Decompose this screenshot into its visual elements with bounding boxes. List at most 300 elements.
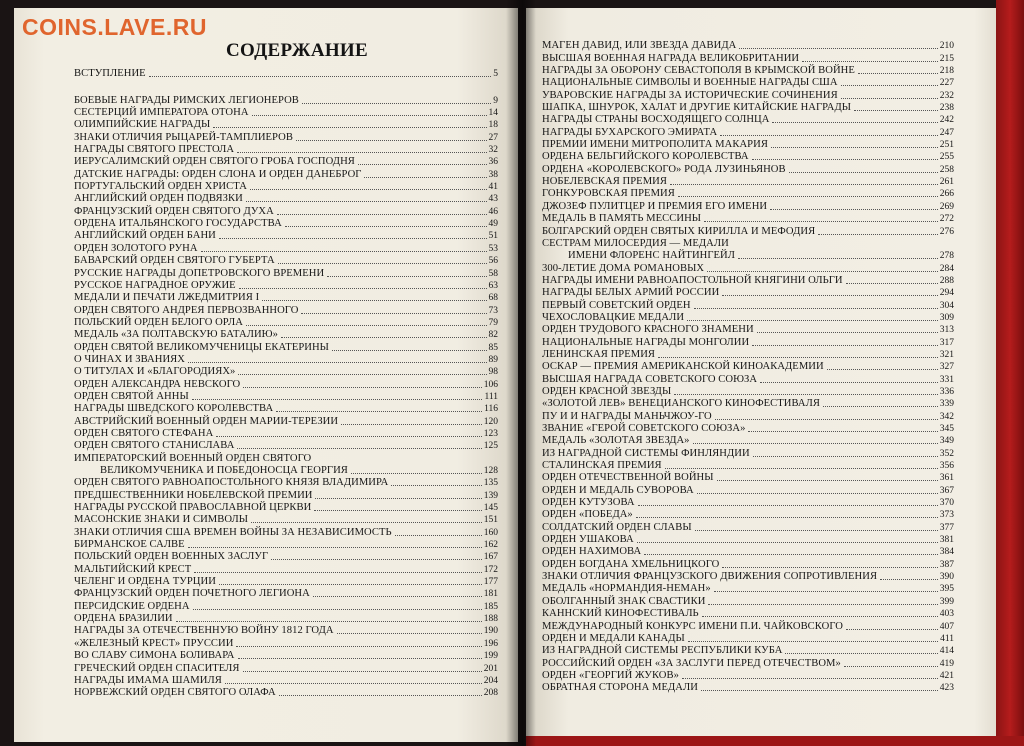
dot-leader <box>193 609 482 610</box>
toc-entry-page: 421 <box>939 670 954 681</box>
toc-entry <box>542 546 954 558</box>
toc-entry <box>542 398 954 410</box>
toc-entry-title: УВАРОВСКИЕ НАГРАДЫ ЗА ИСТОРИЧЕСКИЕ СОЧИНЕНИЯ <box>542 89 838 101</box>
toc-entry-title: СТАЛИНСКАЯ ПРЕМИЯ <box>542 460 662 472</box>
toc-entry-title: ОРДЕН ТРУДОВОГО КРАСНОГО ЗНАМЕНИ <box>542 324 754 336</box>
dot-leader <box>188 362 487 363</box>
toc-entry <box>74 366 498 378</box>
toc-entry-title: ПУ И И НАГРАДЫ МАНЬЧЖОУ-ГО <box>542 410 712 422</box>
toc-entry <box>542 225 954 237</box>
dot-leader <box>238 658 482 659</box>
toc-entry-page: 56 <box>488 256 498 267</box>
dot-leader <box>665 468 938 469</box>
toc-entry <box>74 107 498 119</box>
toc-entry <box>74 428 498 440</box>
dot-leader <box>250 189 487 190</box>
toc-entry-title: НОРВЕЖСКИЙ ОРДЕН СВЯТОГО ОЛАФА <box>74 687 276 699</box>
toc-entry <box>74 415 498 427</box>
toc-entry-page: 232 <box>939 90 954 101</box>
toc-entry-title: ЧЕЛЕНГ И ОРДЕНА ТУРЦИИ <box>74 576 216 588</box>
toc-entry-title: ФРАНЦУЗСКИЙ ОРДЕН ПОЧЕТНОГО ЛЕГИОНА <box>74 588 310 600</box>
toc-entry <box>74 588 498 600</box>
toc-entry-title: ВЫСШАЯ ВОЕННАЯ НАГРАДА ВЕЛИКОБРИТАНИИ <box>542 52 800 64</box>
toc-entry <box>74 267 498 279</box>
toc-entry-title: «ЖЕЛЕЗНЫЙ КРЕСТ» ПРУССИИ <box>74 637 234 649</box>
dot-leader <box>644 554 938 555</box>
dot-leader <box>246 325 487 326</box>
dot-leader <box>251 522 482 523</box>
dot-leader <box>760 382 938 383</box>
toc-entry-title: ОРДЕН НАХИМОВА <box>542 546 642 558</box>
toc-entry <box>542 497 954 509</box>
dot-leader <box>225 683 482 684</box>
toc-entry <box>74 391 498 403</box>
toc-entry-page: 9 <box>493 95 498 106</box>
toc-entry <box>542 238 954 250</box>
toc-entry-title: ЧЕХОСЛОВАЦКИЕ МЕДАЛИ <box>542 311 685 323</box>
toc-entry-title: БОЛГАРСКИЙ ОРДЕН СВЯТЫХ КИРИЛЛА И МЕФОДИЯ <box>542 225 816 237</box>
toc-entry-title: ПЕРСИДСКИЕ ОРДЕНА <box>74 600 190 612</box>
toc-entry <box>542 65 954 77</box>
toc-entry <box>74 440 498 452</box>
dot-leader <box>149 76 492 77</box>
toc-entry-title: ОРДЕН «ПОБЕДА» <box>542 509 633 521</box>
dot-leader <box>722 295 937 296</box>
toc-entry <box>74 662 498 674</box>
toc-entry <box>74 403 498 415</box>
toc-entry-page: 387 <box>939 559 954 570</box>
toc-entry-page: 288 <box>939 275 954 286</box>
toc-entry-page: 215 <box>939 53 954 64</box>
dot-leader <box>752 159 938 160</box>
toc-entry-page: 384 <box>939 547 954 558</box>
dot-leader <box>702 616 938 617</box>
toc-entry-page: 36 <box>488 157 498 168</box>
toc-entry-title: ПЕРВЫЙ СОВЕТСКИЙ ОРДЕН <box>542 299 691 311</box>
toc-entry-title: АВСТРИЙСКИЙ ВОЕННЫЙ ОРДЕН МАРИИ-ТЕРЕЗИИ <box>74 415 339 427</box>
dot-leader <box>823 406 938 407</box>
dot-leader <box>694 308 938 309</box>
dot-leader <box>192 399 483 400</box>
toc-entry-page: 27 <box>488 132 498 143</box>
toc-entry-page: 317 <box>939 337 954 348</box>
toc-entry <box>542 521 954 533</box>
toc-entry-page: 258 <box>939 164 954 175</box>
dot-leader <box>246 201 487 202</box>
toc-entry-title: ОБОЛГАННЫЙ ЗНАК СВАСТИКИ <box>542 595 706 607</box>
toc-entry-page: 272 <box>939 214 954 225</box>
toc-entry <box>542 200 954 212</box>
toc-entry <box>74 551 498 563</box>
toc-entry-title: ОРДЕН СВЯТОЙ ВЕЛИКОМУЧЕНИЦЫ ЕКАТЕРИНЫ <box>74 341 329 353</box>
toc-entry-page: 238 <box>939 103 954 114</box>
toc-entry-page: 201 <box>483 663 498 674</box>
toc-entry <box>542 349 954 361</box>
dot-leader <box>285 226 487 227</box>
toc-entry-title: НАГРАДЫ СВЯТОГО ПРЕСТОЛА <box>74 144 235 156</box>
toc-entry <box>74 119 498 131</box>
toc-entry-title: ОРДЕН АЛЕКСАНДРА НЕВСКОГО <box>74 378 241 390</box>
dot-leader <box>701 690 938 691</box>
toc-entry-title: АНГЛИЙСКИЙ ОРДЕН ПОДВЯЗКИ <box>74 193 243 205</box>
dot-leader <box>670 184 938 185</box>
toc-entry <box>74 625 498 637</box>
toc-entry <box>74 317 498 329</box>
dot-leader <box>697 493 938 494</box>
dot-leader <box>213 127 486 128</box>
dot-leader <box>358 164 487 165</box>
toc-entry-page: 349 <box>939 436 954 447</box>
toc-entry-title: ПОЛЬСКИЙ ОРДЕН ВОЕННЫХ ЗАСЛУГ <box>74 551 269 563</box>
toc-entry-page: 399 <box>939 596 954 607</box>
dot-leader <box>237 152 486 153</box>
toc-entry <box>542 102 954 114</box>
toc-entry <box>542 151 954 163</box>
toc-entry <box>542 460 954 472</box>
dot-leader <box>846 629 938 630</box>
toc-entry <box>542 336 954 348</box>
toc-entry-title: НАЦИОНАЛЬНЫЕ СИМВОЛЫ И ВОЕННЫЕ НАГРАДЫ США <box>542 77 838 89</box>
toc-entry-title: ОРДЕН И МЕДАЛИ КАНАДЫ <box>542 632 685 644</box>
toc-entry <box>542 250 954 262</box>
toc-entry-title: РОССИЙСКИЙ ОРДЕН «ЗА ЗАСЛУГИ ПЕРЕД ОТЕЧЕСТВОМ» <box>542 657 841 669</box>
toc-entry <box>542 620 954 632</box>
toc-list-right <box>542 40 954 694</box>
toc-entry-title: О ЧИНАХ И ЗВАНИЯХ <box>74 353 185 365</box>
toc-entry-title: ОРДЕНА БЕЛЬГИЙСКОГО КОРОЛЕВСТВА <box>542 151 749 163</box>
toc-entry-title: НАГРАДЫ ЗА ОБОРОНУ СЕВАСТОПОЛЯ В КРЫМСКОЙ ВОЙНЕ <box>542 65 855 77</box>
dot-leader <box>846 283 938 284</box>
toc-entry <box>74 600 498 612</box>
toc-entry-title: ИЕРУСАЛИМСКИЙ ОРДЕН СВЯТОГО ГРОБА ГОСПОДНЯ <box>74 156 355 168</box>
dot-leader <box>262 300 486 301</box>
toc-entry <box>74 687 498 699</box>
dot-leader <box>237 448 481 449</box>
toc-entry-page: 68 <box>488 293 498 304</box>
toc-entry-page: 160 <box>483 527 498 538</box>
toc-entry-page: 339 <box>939 399 954 410</box>
dot-leader <box>315 498 481 499</box>
toc-entry-page: 177 <box>483 577 498 588</box>
dot-leader <box>674 394 938 395</box>
toc-entry-page: 261 <box>939 177 954 188</box>
toc-entry <box>542 386 954 398</box>
toc-entry-title: ОРДЕН И МЕДАЛЬ СУВОРОВА <box>542 484 694 496</box>
dot-leader <box>219 584 482 585</box>
toc-entry <box>74 650 498 662</box>
dot-leader <box>757 332 938 333</box>
toc-entry-title: РУССКИЕ НАГРАДЫ ДОПЕТРОВСКОГО ВРЕМЕНИ <box>74 267 325 279</box>
toc-entry-page: 151 <box>483 515 498 526</box>
dot-leader <box>332 350 487 351</box>
toc-entry <box>74 280 498 292</box>
toc-entry-title: «ЗОЛОТОЙ ЛЕВ» ВЕНЕЦИАНСКОГО КИНОФЕСТИВАЛЯ <box>542 398 820 410</box>
toc-entry <box>542 114 954 126</box>
toc-entry-title: ИЗ НАГРАДНОЙ СИСТЕМЫ РЕСПУБЛИКИ КУБА <box>542 645 783 657</box>
toc-entry-page: 403 <box>939 609 954 620</box>
toc-entry <box>542 410 954 422</box>
toc-entry-page: 32 <box>488 145 498 156</box>
dot-leader <box>201 251 487 252</box>
dot-leader <box>314 510 481 511</box>
toc-entry-title: ДЖОЗЕФ ПУЛИТЦЕР И ПРЕМИЯ ЕГО ИМЕНИ <box>542 200 768 212</box>
toc-entry <box>74 613 498 625</box>
toc-entry-title: СЕСТЕРЦИЙ ИМПЕРАТОРА ОТОНА <box>74 107 249 119</box>
dot-leader <box>278 263 487 264</box>
dot-leader <box>738 258 938 259</box>
toc-entry-page: 352 <box>939 448 954 459</box>
toc-entry-title: ОРДЕН СВЯТОЙ АННЫ <box>74 390 189 402</box>
toc-entry <box>74 637 498 649</box>
toc-entry <box>542 312 954 324</box>
toc-entry-page: 251 <box>939 140 954 151</box>
dot-leader <box>880 579 938 580</box>
toc-entry-page: 79 <box>488 317 498 328</box>
toc-entry-page: 204 <box>483 675 498 686</box>
dot-leader <box>243 387 482 388</box>
dot-leader <box>327 276 486 277</box>
toc-entry <box>74 576 498 588</box>
toc-entry-title: НАГРАДЫ СТРАНЫ ВОСХОДЯЩЕГО СОЛНЦА <box>542 114 770 126</box>
toc-entry-title: 300-ЛЕТИЕ ДОМА РОМАНОВЫХ <box>542 262 705 274</box>
dot-leader <box>276 411 482 412</box>
toc-entry-title: ОРДЕН «ГЕОРГИЙ ЖУКОВ» <box>542 669 679 681</box>
toc-entry-title: НОБЕЛЕВСКАЯ ПРЕМИЯ <box>542 176 667 188</box>
dot-leader <box>753 456 938 457</box>
toc-entry <box>74 292 498 304</box>
toc-entry <box>542 262 954 274</box>
dot-leader <box>678 196 938 197</box>
dot-leader <box>395 535 482 536</box>
dot-leader <box>717 480 938 481</box>
toc-entry <box>542 275 954 287</box>
toc-entry <box>542 373 954 385</box>
toc-entry-title: СЕСТРАМ МИЛОСЕРДИЯ — МЕДАЛИ <box>542 237 729 249</box>
toc-entry-page: 255 <box>939 152 954 163</box>
toc-entry <box>542 509 954 521</box>
toc-entry <box>74 378 498 390</box>
toc-entry-title: ИМЕНИ ФЛОРЕНС НАЙТИНГЕЙЛ <box>568 250 735 262</box>
toc-entry <box>74 502 498 514</box>
toc-heading: СОДЕРЖАНИЕ <box>226 40 368 61</box>
toc-entry <box>542 435 954 447</box>
toc-entry-page: 218 <box>939 66 954 77</box>
dot-leader <box>238 374 486 375</box>
toc-entry-page: 145 <box>483 503 498 514</box>
toc-entry-title: О ТИТУЛАХ И «БЛАГОРОДИЯХ» <box>74 366 236 378</box>
toc-entry-page: 106 <box>483 379 498 390</box>
toc-entry-page: 331 <box>939 374 954 385</box>
toc-entry-page: 199 <box>483 651 498 662</box>
dot-leader <box>739 48 937 49</box>
toc-entry <box>74 131 498 143</box>
toc-entry-title: НАГРАДЫ РУССКОЙ ПРАВОСЛАВНОЙ ЦЕРКВИ <box>74 502 312 514</box>
toc-entry <box>74 156 498 168</box>
toc-entry <box>542 213 954 225</box>
toc-entry-page: 423 <box>939 683 954 694</box>
dot-leader <box>302 103 491 104</box>
toc-entry <box>74 193 498 205</box>
toc-entry <box>74 563 498 575</box>
toc-entry <box>74 94 498 106</box>
toc-entry-title: ОРДЕН КУТУЗОВА <box>542 497 635 509</box>
toc-entry-title: МАЛЬТИЙСКИЙ КРЕСТ <box>74 563 192 575</box>
dot-leader <box>687 320 938 321</box>
toc-entry-page: 51 <box>488 231 498 242</box>
toc-entry-page: 373 <box>939 510 954 521</box>
toc-entry-page: 390 <box>939 572 954 583</box>
toc-entry <box>542 89 954 101</box>
book-cover-bottom-edge <box>526 736 1024 746</box>
toc-entry <box>542 139 954 151</box>
toc-entry <box>74 181 498 193</box>
toc-entry-title: МАГЕН ДАВИД, ИЛИ ЗВЕЗДА ДАВИДА <box>542 40 737 52</box>
toc-entry-title: МЕДАЛИ И ПЕЧАТИ ЛЖЕДМИТРИЯ I <box>74 292 260 304</box>
dot-leader <box>638 505 938 506</box>
toc-entry-page: 128 <box>483 466 498 476</box>
toc-entry-title: ДАТСКИЕ НАГРАДЫ: ОРДЕН СЛОНА И ОРДЕН ДАНЕБРОГ <box>74 168 362 180</box>
dot-leader <box>236 646 481 647</box>
toc-entry <box>542 472 954 484</box>
toc-entry-title: ОСКАР — ПРЕМИЯ АМЕРИКАНСКОЙ КИНОАКАДЕМИИ <box>542 361 824 373</box>
toc-entry <box>542 77 954 89</box>
toc-entry-title: ФРАНЦУЗСКИЙ ОРДЕН СВЯТОГО ДУХА <box>74 205 274 217</box>
book-cover-edge <box>996 0 1024 746</box>
toc-entry-title: МЕДАЛЬ «НОРМАНДИЯ-НЕМАН» <box>542 583 711 595</box>
dot-leader <box>789 172 938 173</box>
toc-entry-title: СОЛДАТСКИЙ ОРДЕН СЛАВЫ <box>542 521 692 533</box>
dot-leader <box>252 115 487 116</box>
toc-entry-title: НАГРАДЫ ИМЕНИ РАВНОАПОСТОЛЬНОЙ КНЯГИНИ ОЛЬГИ <box>542 274 843 286</box>
toc-entry <box>74 477 498 489</box>
toc-entry <box>74 354 498 366</box>
dot-leader <box>188 547 482 548</box>
toc-entry-page: 73 <box>488 305 498 316</box>
toc-entry-title: НАЦИОНАЛЬНЫЕ НАГРАДЫ МОНГОЛИИ <box>542 336 750 348</box>
toc-entry-page: 210 <box>939 41 954 52</box>
toc-entry <box>74 329 498 341</box>
toc-entry <box>542 484 954 496</box>
toc-entry <box>74 341 498 353</box>
toc-entry <box>74 675 498 687</box>
toc-entry-page: 135 <box>483 478 498 489</box>
dot-leader <box>704 221 938 222</box>
toc-entry-page: 38 <box>488 169 498 180</box>
toc-entry <box>74 205 498 217</box>
toc-entry-title: ПРЕМИИ ИМЕНИ МИТРОПОЛИТА МАКАРИЯ <box>542 139 768 151</box>
toc-entry-title: БОЕВЫЕ НАГРАДЫ РИМСКИХ ЛЕГИОНЕРОВ <box>74 94 299 106</box>
toc-entry-title: ОЛИМПИЙСКИЕ НАГРАДЫ <box>74 119 211 131</box>
toc-entry <box>74 514 498 526</box>
toc-entry <box>542 558 954 570</box>
toc-entry-page: 367 <box>939 485 954 496</box>
dot-leader <box>279 695 482 696</box>
dot-leader <box>854 110 938 111</box>
toc-entry-page: 190 <box>483 626 498 637</box>
dot-leader <box>772 122 937 123</box>
toc-entry-title: НАГРАДЫ ИМАМА ШАМИЛЯ <box>74 674 222 686</box>
toc-entry-title: НАГРАДЫ ЗА ОТЕЧЕСТВЕННУЮ ВОЙНУ 1812 ГОДА <box>74 625 334 637</box>
toc-entry-title: МЕЖДУНАРОДНЫЙ КОНКУРС ИМЕНИ П.И. ЧАЙКОВСКОГО <box>542 620 843 632</box>
toc-entry-title: ИМПЕРАТОРСКИЙ ВОЕННЫЙ ОРДЕН СВЯТОГО <box>74 452 312 464</box>
toc-entry <box>542 447 954 459</box>
toc-entry <box>74 489 498 501</box>
toc-entry-title: ПОЛЬСКИЙ ОРДЕН БЕЛОГО ОРЛА <box>74 316 243 328</box>
toc-entry-page: 181 <box>483 589 498 600</box>
toc-entry-page: 304 <box>939 300 954 311</box>
toc-entry-page: 327 <box>939 362 954 373</box>
toc-entry <box>74 230 498 242</box>
toc-entry-page: 242 <box>939 115 954 126</box>
toc-entry-title: БАВАРСКИЙ ОРДЕН СВЯТОГО ГУБЕРТА <box>74 255 275 267</box>
toc-entry-title: МЕДАЛЬ «ЗОЛОТАЯ ЗВЕЗДА» <box>542 435 690 447</box>
toc-entry-page: 284 <box>939 263 954 274</box>
toc-entry <box>542 52 954 64</box>
dot-leader <box>637 542 938 543</box>
toc-entry <box>542 40 954 52</box>
toc-entry-title: ОРДЕН ОТЕЧЕСТВЕННОЙ ВОЙНЫ <box>542 472 714 484</box>
toc-entry-title: БИРМАНСКОЕ САЛВЕ <box>74 539 185 551</box>
toc-entry-title: НАГРАДЫ ШВЕДСКОГО КОРОЛЕВСТВА <box>74 403 274 415</box>
dot-leader <box>364 177 486 178</box>
dot-leader <box>296 140 487 141</box>
toc-entry-page: 342 <box>939 411 954 422</box>
toc-entry <box>74 144 498 156</box>
dot-leader <box>752 345 938 346</box>
toc-entry-page: 345 <box>939 424 954 434</box>
dot-leader <box>693 443 938 444</box>
toc-entry-title: ОРДЕН КРАСНОЙ ЗВЕЗДЫ <box>542 385 672 397</box>
book-spine-shadow <box>506 0 536 746</box>
toc-entry-title: ЗНАКИ ОТЛИЧИЯ ФРАНЦУЗСКОГО ДВИЖЕНИЯ СОПРОТИВЛЕНИЯ <box>542 571 878 583</box>
toc-entry <box>542 608 954 620</box>
dot-leader <box>714 591 938 592</box>
toc-entry-page: 188 <box>483 614 498 625</box>
toc-entry-page: 370 <box>939 498 954 509</box>
dot-leader <box>351 473 482 474</box>
dot-leader <box>748 431 937 432</box>
toc-entry <box>74 255 498 267</box>
toc-entry-page: 419 <box>939 658 954 669</box>
toc-entry-title: ЗВАНИЕ «ГЕРОЙ СОВЕТСКОГО СОЮЗА» <box>542 423 746 434</box>
dot-leader <box>277 214 487 215</box>
toc-entry-page: 269 <box>939 201 954 212</box>
toc-entry-page: 120 <box>483 416 498 427</box>
toc-entry <box>542 324 954 336</box>
toc-entry-title: ОРДЕН УШАКОВА <box>542 534 634 546</box>
toc-entry-page: 111 <box>484 391 498 402</box>
dot-leader <box>785 653 937 654</box>
toc-entry-page: 185 <box>483 601 498 612</box>
toc-entry <box>542 126 954 138</box>
toc-entry-page: 82 <box>488 330 498 341</box>
dot-leader <box>708 604 937 605</box>
toc-entry-title: НАГРАДЫ БЕЛЫХ АРМИЙ РОССИИ <box>542 287 720 299</box>
toc-entry-title: ОБРАТНАЯ СТОРОНА МЕДАЛИ <box>542 682 698 694</box>
toc-entry <box>542 645 954 657</box>
toc-entry-page: 276 <box>939 226 954 237</box>
dot-leader <box>802 61 938 62</box>
toc-entry-page: 395 <box>939 584 954 595</box>
toc-entry-page: 18 <box>488 120 498 131</box>
toc-entry-page: 321 <box>939 349 954 360</box>
toc-entry-title: ОРДЕН БОГДАНА ХМЕЛЬНИЦКОГО <box>542 558 720 570</box>
toc-entry-page: 63 <box>488 280 498 291</box>
toc-entry <box>74 68 498 80</box>
dot-leader <box>771 147 938 148</box>
toc-entry-title: ЗНАКИ ОТЛИЧИЯ РЫЦАРЕЙ-ТАМПЛИЕРОВ <box>74 131 293 143</box>
dot-leader <box>688 641 938 642</box>
